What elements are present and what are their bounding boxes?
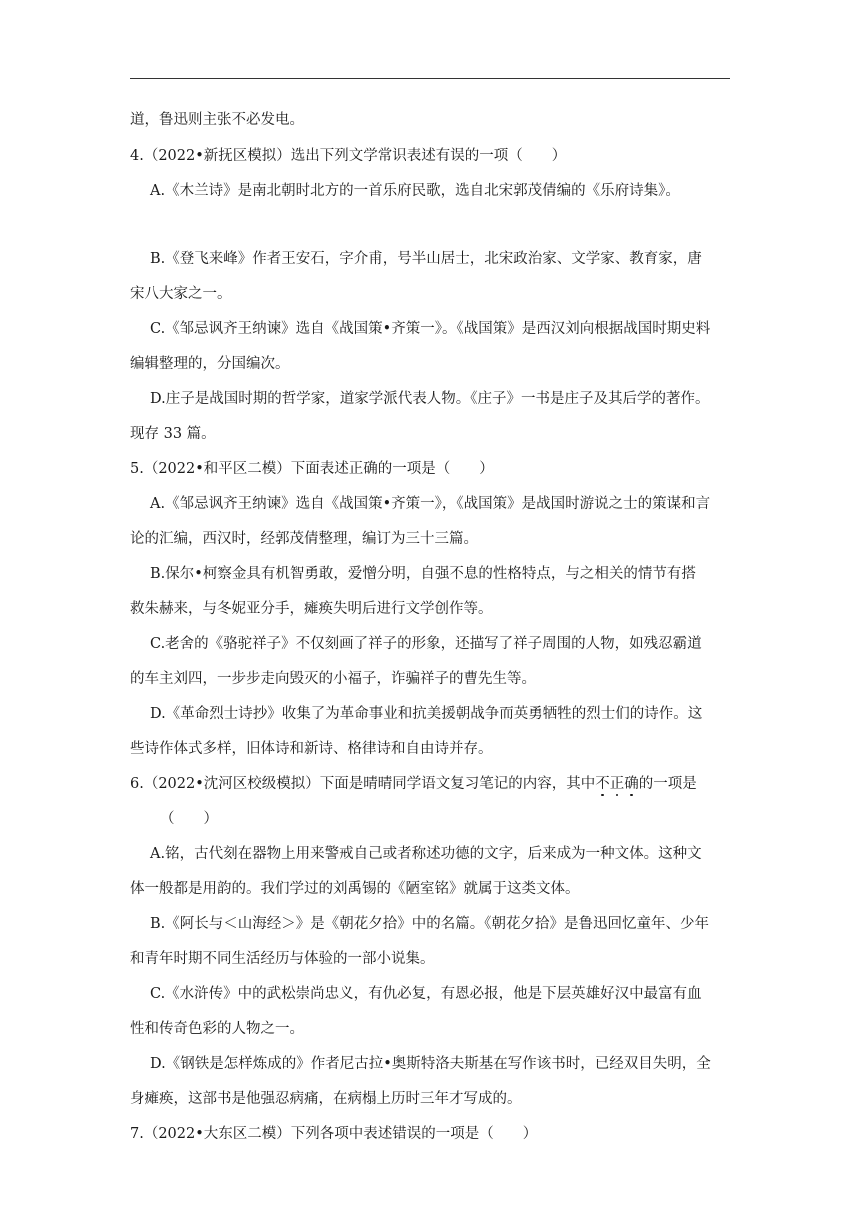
text-line: 的车主刘四，一步步走向毁灭的小福子，诈骗祥子的曹先生等。 [130,671,536,687]
question-4-option-d: D.庄子是战国时期的哲学家，道家学派代表人物。《庄子》一书是庄子及其后学的著作。 [150,391,710,407]
question-7-stem: 7.（2022•大东区二模）下列各项中表述错误的一项是（ ） [130,1126,538,1142]
text-line: 编辑整理的，分国编次。 [130,356,290,372]
question-4-option-c: C.《邹忌讽齐王纳谏》选自《战国策•齐策一》。《战国策》是西汉刘向根据战国时期史料 [150,321,711,337]
text-line: 道，鲁迅则主张不必发电。 [130,112,304,128]
header-rule [130,78,730,79]
text-line: 性和传奇色彩的人物之一。 [130,1021,304,1037]
text-line: 救朱赫来，与冬妮亚分手，瘫痪失明后进行文学创作等。 [130,601,493,617]
question-5-option-c: C.老舍的《骆驼祥子》不仅刻画了祥子的形象，还描写了祥子周围的人物，如残忍霸道 [150,636,702,652]
answer-blank: （ ） [160,811,218,827]
question-4-option-b: B.《登飞来峰》作者王安石，字介甫，号半山居士，北宋政治家、文学家、教育家，唐 [150,251,702,267]
text-line: 身瘫痪，这部书是他强忍病痛，在病榻上历时三年才写成的。 [130,1091,522,1107]
question-6-option-d: D.《钢铁是怎样炼成的》作者尼古拉•奥斯特洛夫斯基在写作该书时，已经双目失明，全 [150,1056,711,1072]
text-line: 论的汇编，西汉时，经郭茂倩整理，编订为三十三篇。 [130,531,478,547]
question-5-option-d: D.《革命烈士诗抄》收集了为革命事业和抗美援朝战争而英勇牺牲的烈士们的诗作。这 [150,706,703,722]
text-line: 现存 33 篇。 [130,426,216,442]
text-line: 和青年时期不同生活经历与体验的一部小说集。 [130,951,435,967]
question-6-option-a: A.铭，古代刻在器物上用来警戒自己或者称述功德的文字，后来成为一种文体。这种文 [150,846,702,862]
question-6-option-b: B.《阿长与＜山海经＞》是《朝花夕拾》中的名篇。《朝花夕拾》是鲁迅回忆童年、少年 [150,916,710,932]
text-line: 宋八大家之一。 [130,286,232,302]
question-4-option-a: A.《木兰诗》是南北朝时北方的一首乐府民歌，选自北宋郭茂倩编的《乐府诗集》。 [150,183,680,199]
question-6-option-c: C.《水浒传》中的武松崇尚忠义，有仇必复，有恩必报，他是下层英雄好汉中最富有血 [150,986,702,1002]
question-5-option-b: B.保尔•柯察金具有机智勇敢，爱憎分明，自强不息的性格特点，与之相关的情节有搭 [150,566,696,582]
question-4-stem: 4.（2022•新抚区模拟）选出下列文学常识表述有误的一项（ ） [130,148,567,164]
emphasis-char: 不 [595,776,610,792]
text-line: 体一般都是用韵的。我们学过的刘禹锡的《陋室铭》就属于这类文体。 [130,881,580,897]
text-line: 些诗作体式多样，旧体诗和新诗、格律诗和自由诗并存。 [130,741,493,757]
question-5-stem: 5.（2022•和平区二模）下面表述正确的一项是（ ） [130,461,494,477]
question-6-stem-text: 6.（2022•沈河区校级模拟）下面是晴晴同学语文复习笔记的内容，其中 [130,776,596,792]
question-5-option-a: A.《邹忌讽齐王纳谏》选自《战国策•齐策一》，《战国策》是战国时游说之士的策谋和言 [150,496,711,512]
question-6-stem-tail: 的一项是 [638,776,697,792]
emphasis-char: 正 [609,776,625,792]
emphasis-char: 确 [624,776,639,792]
question-6-stem [130,774,697,794]
